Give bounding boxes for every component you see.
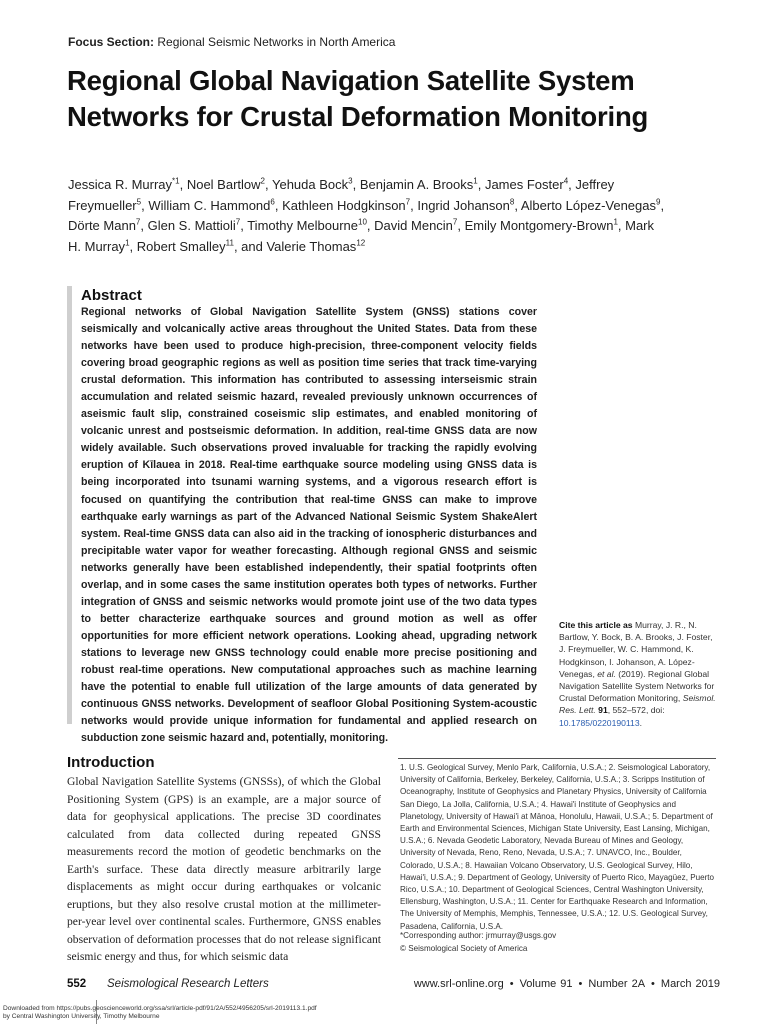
footer-page-number: 552: [67, 978, 87, 990]
introduction-text: Global Navigation Satellite Systems (GNSSs), of which the Global Positioning System (GPS) is an example, are a major source of data for geophysical applications. The precise 3D coordinates calculated from data collected during repeated GNSS measurements record the motion of geodetic benchmarks on the Earth's surface. These data directly measure arbitrarily large displacements as might occur during earthquakes or volcanic eruptions, but they also resolve crustal motion at the millimeter-per-year level over continental scales. Furthermore, GNSS enables observation of deformation processes that do not release significant seismic energy and thus, for which seismic data: [67, 775, 381, 963]
download-note-line-1: Downloaded from https://pubs.geoscienceworld.org/ssa/srl/article-pdf/91/2A/552/4956205/srl-2019113.1.pdf: [3, 1005, 317, 1012]
author-list: Jessica R. Murray$^{*1}$, Noel Bartlow$^2$, Yehuda Bock$^3$, Benjamin A. Brooks$^1$, James Foster$^4$, Jeffrey Freymueller$^5$, William C. Hammond$^6$, Kathleen Hodgkinson$^7$, Ingrid Johanson$^8$, Alberto López-Venegas$^9$, Dörte Mann$^7$, Glen S. Mattioli$^7$, Timothy Melbourne$^{10}$, David Mencin$^7$, Emily Montgomery-Brown$^1$, Mark H. Murray$^1$, Robert Smalley$^{11}$, and Valerie Thomas$^{12}$: [68, 176, 665, 254]
author-affiliation-sup: 7: [405, 197, 411, 207]
citation-volume: 91: [598, 705, 608, 716]
abstract-sidebar-rule: [67, 286, 72, 724]
download-note-line-2: by Central Washington University, Timothy Melbourne: [3, 1013, 160, 1021]
citation-label: Cite this article as: [559, 620, 633, 630]
affiliations-text: 1. U.S. Geological Survey, Menlo Park, California, U.S.A.; 2. Seismological Laboratory, University of California, Berkeley, Berkeley, California, U.S.A.; 3. Scripps Institution of Oceanography, Institute of Geophysics and Planetary Physics, University of California San Diego, La Jolla, California, U.S.A.; 4. Hawai'i Institute of Geophysics and Planetology, University of Hawai'i at Mānoa, Honolulu, Hawaii, U.S.A.; 5. Department of Earth and Environmental Sciences, Michigan State University, East Lansing, Michigan, U.S.A.; 6. Nevada Geodetic Laboratory, Nevada Bureau of Mines and Geology, University of Nevada, Reno, Reno, Nevada, U.S.A.; 7. UNAVCO, Inc., Boulder, Colorado, U.S.A.; 8. Hawaiian Volcano Observatory, U.S. Geological Survey, Hilo, Hawai'i, U.S.A.; 9. Department of Geology, University of Puerto Rico, Mayagüez, Puerto Rico, U.S.A.; 10. Department of Geological Sciences, Central Washington University, Ellensburg, Washington, U.S.A.; 11. Center for Earthquake Research and Information, The University of Memphis, Memphis, Tennessee, U.S.A.; 12. U.S. Geological Survey, Pasadena, California, U.S.A.: [400, 763, 715, 931]
citation-doi-link[interactable]: 10.1785/0220190113: [559, 717, 640, 728]
author-affiliation-sup: 9: [656, 197, 661, 207]
affiliations-divider: [398, 758, 716, 759]
author-affiliation-sup: 8: [509, 197, 515, 207]
author-affiliation-sup: 7: [235, 217, 241, 227]
footer-separator: •: [578, 978, 583, 990]
author-name: Mark H. Murray: [68, 218, 655, 254]
footer-journal-name: Seismological Research Letters: [107, 978, 269, 990]
focus-section-header: [68, 35, 395, 49]
author-affiliation-sup: 11: [225, 238, 234, 248]
author-affiliation-sup: 1: [613, 217, 618, 227]
focus-section-text: Regional Seismic Networks in North America: [157, 35, 396, 49]
abstract-heading: Abstract: [81, 287, 142, 304]
author-name: David Mencin: [374, 218, 453, 233]
author-affiliation-sup: 6: [270, 197, 275, 207]
author-name: Glen S. Mattioli: [147, 218, 236, 233]
author-affiliation-sup: 5: [136, 197, 142, 207]
abstract-text: Regional networks of Global Navigation Satellite System (GNSS) stations cover seismically and volcanically active areas throughout the United States. Data from these networks have been used to produce high-precision, three-component velocity fields covering broad geographic regions as well as position time series that track time-varying crustal deformation. This information has contributed to assessing interseismic strain accumulation and related seismic hazard, revealed previously unknown occurrences of aseismic fault slip, constrained coseismic slip estimates, and enabled monitoring of volcanic unrest and postseismic deformation. In addition, real-time GNSS data are now widely available. Such observations proved invaluable for tracking the rapidly evolving eruption of Kīlauea in 2018. Real-time earthquake source modeling using GNSS data is being incorporated into tsunami warning systems, and a vigorous research effort is focused on quantifying the contribution that real-time GNSS can make to improve earthquake early warnings as part of the Advanced National Seismic System ShakeAlert system. Real-time GNSS data can also aid in the tracking of ionospheric disturbances and precipitable water vapor for weather forecasting. Although regional GNSS and seismic networks generally have been established independently, their spatial footprints often overlap, and in some cases the same institution operates both types of networks. Further integration of GNSS and seismic networks would promote joint use of the two data types to better characterize earthquake sources and ground motion as well as offer opportunities for more efficient network operations. Looking ahead, upgrading network stations to leverage new GNSS technology could enable more precise positioning and robust real-time operations. New computational approaches such as machine learning have the potential to enable full utilization of the large amounts of data generated by continuous GNSS networks. Development of seafloor Global Positioning System-acoustic networks would provide unique information for fundamental and applied research on subduction zone seismic hazard and, potentially, monitoring.: [81, 306, 537, 745]
author-name: Valerie Thomas: [266, 238, 357, 254]
author-name: Noel Bartlow: [186, 177, 261, 192]
focus-section-label: Focus Section:: [68, 35, 155, 49]
author-affiliation-sup: 10: [358, 217, 367, 227]
copyright-notice: © Seismological Society of America: [400, 944, 528, 953]
author-name: Yehuda Bock: [271, 177, 349, 192]
footer-volume: Volume 91: [519, 978, 573, 990]
affiliations-extra: [400, 929, 718, 955]
author-name: Timothy Melbourne: [247, 218, 359, 233]
citation-box: [559, 619, 719, 729]
corresponding-author: *Corresponding author: jrmurray@usgs.gov: [400, 931, 557, 940]
citation-text-2: (2019). Regional Global Navigation Satellite System Networks for Crustal Deformation Monitoring,: [559, 668, 715, 704]
author-affiliation-sup: 1: [125, 238, 130, 248]
footer-date: March 2019: [660, 978, 720, 990]
citation-text: Murray, J. R., N. Bartlow, Y. Bock, B. A. Brooks, J. Foster, J. Freymueller, W. C. Hammond, K. Hodgkinson, I. Johanson, A. López-Venegas,: [559, 620, 713, 679]
author-name: Robert Smalley: [136, 238, 226, 254]
author-name: Ingrid Johanson: [417, 197, 510, 213]
author-affiliation-sup: 3: [348, 176, 353, 186]
footer-separator: •: [651, 978, 655, 990]
author-name: Alberto López-Venegas: [520, 197, 656, 213]
author-affiliation-sup: 4: [563, 176, 569, 186]
author-name: Jeffrey Freymueller: [68, 177, 615, 213]
author-affiliation-sup: *1: [172, 176, 180, 186]
author-name: Emily Montgomery-Brown: [464, 218, 614, 233]
article-title: Regional Global Navigation Satellite System Networks for Crustal Deformation Monitoring: [67, 65, 649, 132]
author-name: James Foster: [484, 177, 564, 192]
citation-etal: et al.: [597, 668, 616, 679]
citation-pages: , 552–572, doi:: [607, 705, 665, 716]
footer-separator: •: [509, 978, 514, 990]
author-affiliation-sup: 1: [473, 176, 478, 186]
author-affiliation-sup: 2: [260, 176, 265, 186]
author-name: Dörte Mann: [68, 218, 136, 233]
author-affiliation-sup: 12: [356, 238, 366, 248]
author-name: William C. Hammond: [148, 197, 271, 213]
footer-website[interactable]: www.srl-online.org: [413, 978, 504, 990]
author-name: Jessica R. Murray: [68, 177, 173, 192]
footer-number: Number 2A: [588, 978, 646, 990]
author-name: Kathleen Hodgkinson: [282, 197, 406, 213]
download-note: [3, 1005, 403, 1022]
citation-journal: Seismol. Res. Lett.: [559, 693, 716, 716]
author-name: Benjamin A. Brooks: [359, 177, 474, 192]
introduction-heading: Introduction: [67, 754, 155, 771]
footer-issue-info: [414, 978, 720, 990]
author-affiliation-sup: 7: [135, 217, 141, 227]
author-affiliation-sup: 7: [452, 217, 458, 227]
citation-end: .: [639, 717, 642, 728]
